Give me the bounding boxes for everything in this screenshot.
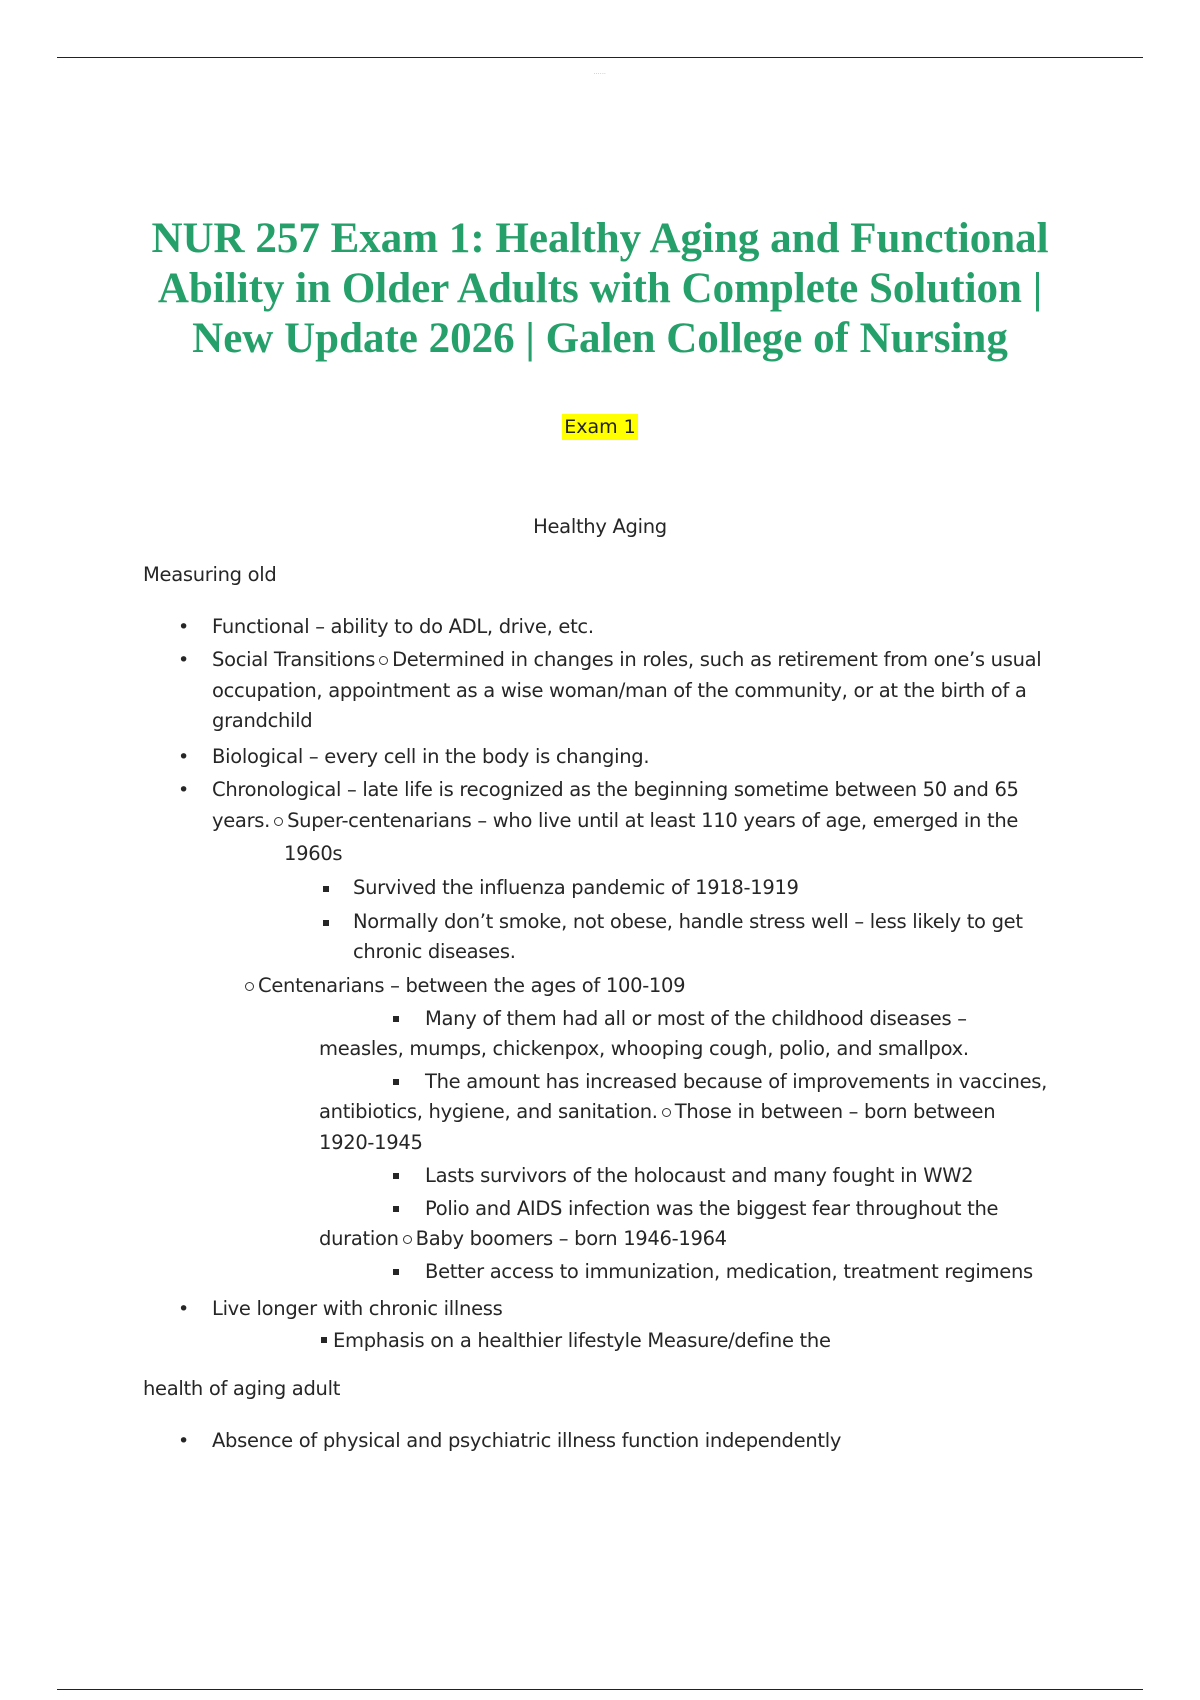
amount-line-2 (319, 1100, 995, 1124)
square-bullet-icon (393, 1173, 399, 1179)
social-line-3: grandchild (212, 709, 313, 732)
circle-bullet-icon (379, 656, 388, 665)
bullet-dot: • (178, 746, 190, 768)
square-bullet-icon (321, 1337, 327, 1343)
social-line-1 (212, 648, 1041, 672)
measuring-old-heading: Measuring old (143, 563, 277, 586)
top-rule (57, 57, 1143, 58)
normally-line-2: chronic diseases. (353, 940, 516, 963)
title-line-3: New Update 2026 | Galen College of Nursing (192, 315, 1008, 362)
square-bullet-icon (393, 1016, 399, 1022)
bullet-dot: • (178, 1430, 190, 1452)
absence-text: Absence of physical and psychiatric illness function independently (212, 1429, 842, 1452)
those-between-text: Those in between – born between (674, 1100, 996, 1123)
amount-text: antibiotics, hygiene, and sanitation. (319, 1100, 658, 1123)
social-text: Determined in changes in roles, such as retirement from one’s usual (392, 648, 1042, 671)
header-mark: ...... (593, 70, 607, 76)
polio-line-1: Polio and AIDS infection was the biggest fear throughout the (425, 1197, 999, 1220)
square-bullet-icon (393, 1269, 399, 1275)
social-label: Social Transitions (212, 648, 376, 671)
square-bullet-icon (393, 1079, 399, 1085)
amount-line-3: 1920-1945 (319, 1131, 423, 1154)
circle-bullet-icon (403, 1235, 412, 1244)
duration-text: duration (319, 1227, 399, 1250)
health-of-aging-text: health of aging adult (143, 1377, 341, 1400)
social-line-2: occupation, appointment as a wise woman/man of the community, or at the birth of a (212, 679, 1027, 702)
better-access-text: Better access to immunization, medication, treatment regimens (425, 1260, 1033, 1283)
bullet-dot: • (178, 1298, 190, 1320)
bullet-dot: • (178, 616, 190, 638)
lasts-text: Lasts survivors of the holocaust and many fought in WW2 (425, 1164, 974, 1187)
bullet-dot: • (178, 649, 190, 671)
survived-text: Survived the influenza pandemic of 1918-1919 (353, 876, 799, 899)
circle-bullet-icon (245, 982, 254, 991)
emphasis-line (321, 1329, 831, 1353)
chrono-line-2 (212, 809, 1018, 833)
square-bullet-icon (323, 886, 329, 892)
title-line-2: Ability in Older Adults with Complete Solution | (157, 265, 1043, 312)
circle-bullet-icon (274, 817, 283, 826)
polio-line-2 (319, 1227, 727, 1251)
section-heading: Healthy Aging (533, 515, 667, 538)
biological-text: Biological – every cell in the body is changing. (212, 745, 650, 768)
bottom-rule (57, 1689, 1143, 1690)
square-bullet-icon (393, 1206, 399, 1212)
chrono-line-3: 1960s (284, 842, 343, 865)
emphasis-text: Emphasis on a healthier lifestyle Measure/define the (333, 1329, 831, 1352)
many-line-1: Many of them had all or most of the childhood diseases – (425, 1007, 967, 1030)
centenarians-text: Centenarians – between the ages of 100-109 (258, 974, 686, 997)
circle-bullet-icon (662, 1108, 671, 1117)
functional-text: Functional – ability to do ADL, drive, etc. (212, 615, 594, 638)
baby-boomers-text: Baby boomers – born 1946-1964 (415, 1227, 727, 1250)
title-line-1: NUR 257 Exam 1: Healthy Aging and Functional (151, 215, 1049, 262)
exam-label-wrap (0, 416, 1200, 438)
centenarians-line (245, 974, 685, 998)
chrono-line-1: Chronological – late life is recognized as the beginning sometime between 50 and 65 (212, 778, 1019, 801)
document-title (120, 214, 1080, 364)
super-centenarians-text: Super-centenarians – who live until at least 110 years of age, emerged in the (287, 809, 1019, 832)
chrono-years: years. (212, 809, 271, 832)
exam-label: Exam 1 (564, 416, 636, 438)
bullet-dot: • (178, 779, 190, 801)
amount-line-1: The amount has increased because of improvements in vaccines, (425, 1070, 1048, 1093)
many-line-2: measles, mumps, chickenpox, whooping cough, polio, and smallpox. (319, 1037, 969, 1060)
square-bullet-icon (323, 920, 329, 926)
normally-line-1: Normally don’t smoke, not obese, handle stress well – less likely to get (353, 910, 1023, 933)
live-longer-text: Live longer with chronic illness (212, 1297, 503, 1320)
